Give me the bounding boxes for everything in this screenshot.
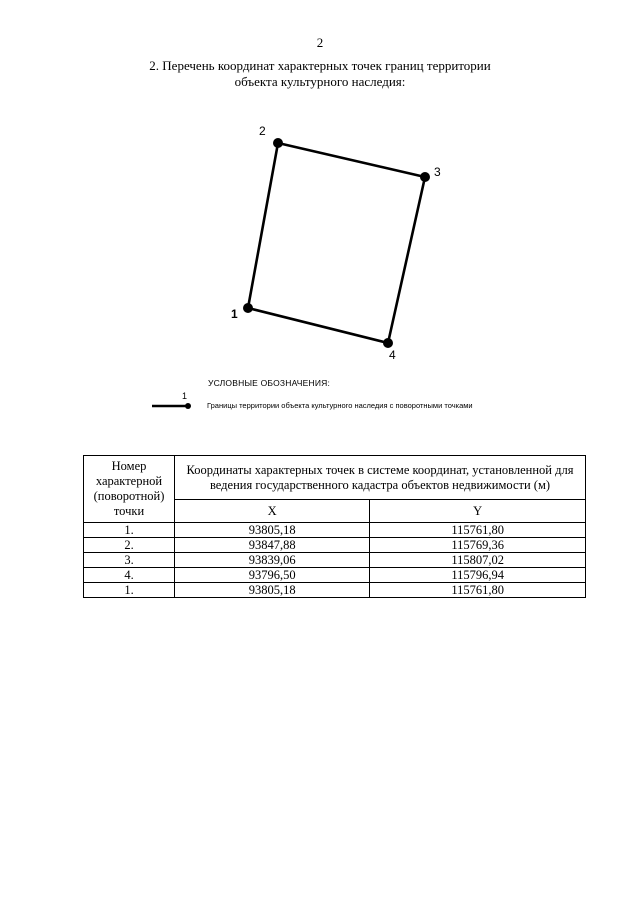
row-x: 93839,06 bbox=[175, 553, 370, 568]
point-label-3: 3 bbox=[434, 165, 441, 179]
row-y: 115807,02 bbox=[370, 553, 586, 568]
legend-mark-label: 1 bbox=[182, 391, 188, 401]
header-x: X bbox=[175, 500, 370, 523]
title-line-2: объекта культурного наследия: bbox=[234, 74, 406, 89]
legend-boundary-point bbox=[185, 403, 191, 409]
table-row bbox=[84, 568, 586, 583]
row-y: 115796,94 bbox=[370, 568, 586, 583]
coordinates-table bbox=[83, 455, 586, 598]
header-y: Y bbox=[370, 500, 586, 523]
boundary-scheme bbox=[0, 0, 640, 430]
point-label-2: 2 bbox=[259, 124, 266, 138]
boundary-polygon bbox=[248, 143, 425, 343]
row-point-number: 4. bbox=[84, 568, 175, 583]
row-point-number: 1. bbox=[84, 583, 175, 598]
row-x: 93805,18 bbox=[175, 523, 370, 538]
legend-boundary-text: Границы территории объекта культурного наследия с поворотными точками bbox=[207, 401, 473, 410]
row-point-number: 3. bbox=[84, 553, 175, 568]
point-label-1: 1 bbox=[231, 307, 238, 321]
boundary-point-2 bbox=[273, 138, 283, 148]
row-x: 93805,18 bbox=[175, 583, 370, 598]
table-row bbox=[84, 523, 586, 538]
table-row bbox=[84, 583, 586, 598]
row-point-number: 2. bbox=[84, 538, 175, 553]
title-line-1: 2. Перечень координат характерных точек границ территории bbox=[149, 58, 491, 73]
row-y: 115761,80 bbox=[370, 583, 586, 598]
table-row bbox=[84, 538, 586, 553]
boundary-point-3 bbox=[420, 172, 430, 182]
legend-heading: УСЛОВНЫЕ ОБОЗНАЧЕНИЯ: bbox=[208, 378, 331, 388]
page-number: 2 bbox=[316, 35, 324, 50]
boundary-point-1 bbox=[243, 303, 253, 313]
row-x: 93847,88 bbox=[175, 538, 370, 553]
point-label-4: 4 bbox=[389, 348, 396, 362]
row-x: 93796,50 bbox=[175, 568, 370, 583]
header-coordinates: Координаты характерных точек в системе координат, установленной для ведения государственного кадастра объектов недвижимости (м) bbox=[175, 456, 586, 500]
row-y: 115761,80 bbox=[370, 523, 586, 538]
table-row bbox=[84, 553, 586, 568]
boundary-point-4 bbox=[383, 338, 393, 348]
header-point-number: Номер характерной (поворотной) точки bbox=[84, 456, 175, 523]
table-header-row bbox=[84, 456, 586, 500]
row-y: 115769,36 bbox=[370, 538, 586, 553]
row-point-number: 1. bbox=[84, 523, 175, 538]
